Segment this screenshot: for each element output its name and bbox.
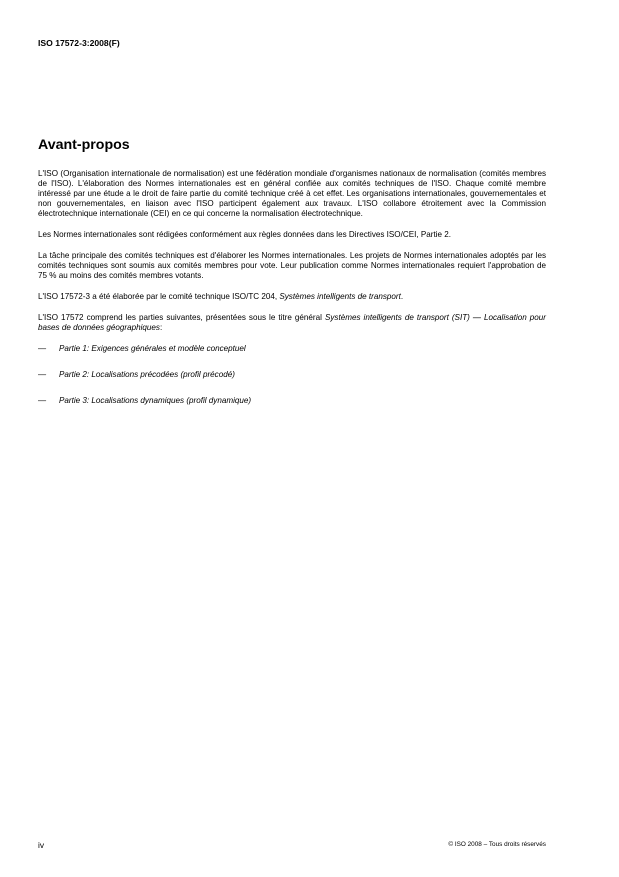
list-item: [38, 370, 546, 380]
prepared-by-text: L'ISO 17572-3 a été élaborée par le comité technique ISO/TC 204,: [38, 292, 280, 301]
paragraph-iso-intro: L'ISO (Organisation internationale de normalisation) est une fédération mondiale d'organismes nationaux de normalisation (comités membres de l'ISO). L'élaboration des Normes internationales est en général confiée aux comités techniques de l'ISO. Chaque comité membre intéressé par une étude a le droit de faire partie du comité technique créé à cet effet. Les organisations internationales, gouvernementales et non gouvernementales, en liaison avec l'ISO participent également aux travaux. L'ISO collabore étroitement avec la Commission électrotechnique internationale (CEI) en ce qui concerne la normalisation électrotechnique.: [38, 169, 546, 218]
list-dash: —: [38, 344, 47, 353]
prepared-by-end: .: [400, 292, 404, 301]
list-item: [38, 396, 546, 406]
part-label: Partie 2: Localisations précodées (profil précodé): [59, 370, 235, 379]
parts-intro-end: :: [159, 323, 163, 332]
foreword-content: [38, 169, 546, 422]
copyright-notice: © ISO 2008 – Tous droits réservés: [448, 841, 546, 848]
parts-list: [38, 344, 546, 406]
section-title: Avant-propos: [38, 137, 130, 153]
paragraph-technical-committees: La tâche principale des comités techniques est d'élaborer les Normes internationales. Les projets de Normes internationales adoptés par les comités techniques sont soumis aux comités membres pour vote. Leur publication comme Normes internationales requiert l'approbation de 75 % au moins des comités membres votants.: [38, 251, 546, 280]
list-dash: —: [38, 370, 47, 379]
list-dash: —: [38, 396, 47, 405]
paragraph-prepared-by: [38, 292, 546, 302]
part-label: Partie 1: Exigences générales et modèle conceptuel: [59, 344, 246, 353]
committee-title: Systèmes intelligents de transport: [279, 292, 401, 301]
paragraph-parts-intro: [38, 313, 546, 333]
document-id: ISO 17572-3:2008(F): [38, 38, 120, 48]
parts-intro-text: L'ISO 17572 comprend les parties suivantes, présentées sous le titre général: [38, 313, 325, 322]
list-item: [38, 344, 546, 354]
page-number: iv: [38, 840, 45, 850]
paragraph-directives: Les Normes internationales sont rédigées conformément aux règles données dans les Directives ISO/CEI, Partie 2.: [38, 230, 451, 239]
general-title: Systèmes intelligents de transport (SIT) — Localisation pour bases de données géographiques: [38, 313, 546, 332]
part-label: Partie 3: Localisations dynamiques (profil dynamique): [59, 396, 252, 405]
